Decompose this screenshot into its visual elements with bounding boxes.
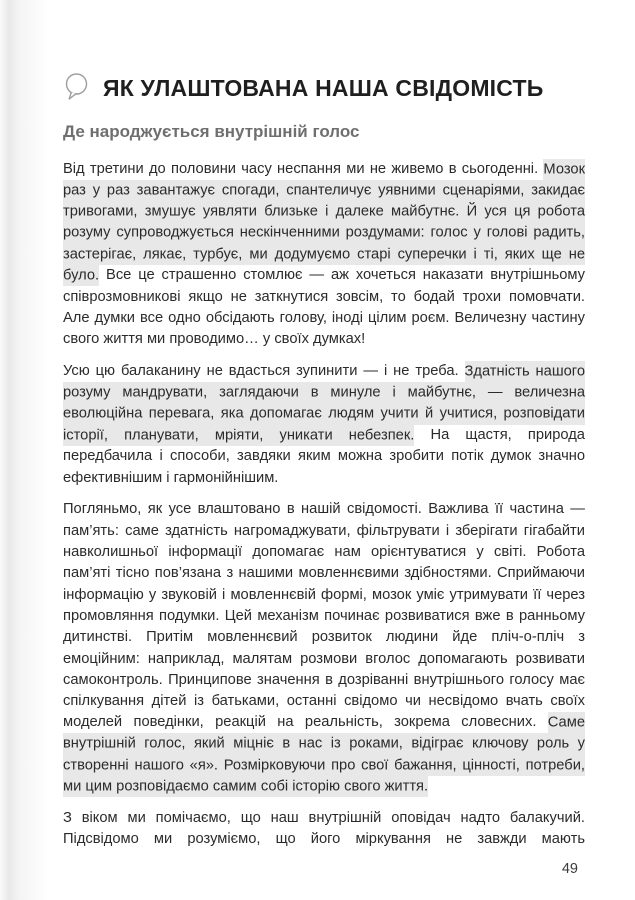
paragraph	[63, 159, 585, 351]
highlighted-text: Здатність нашого розуму мандрувати, заглядаючи в минуле і майбутнє, — величезна еволюційна перевага, яка допомагає людям учити й учитися, розповідати історії, планувати, мріяти, уникати небезпек.	[63, 361, 585, 446]
speech-bubble-icon	[63, 72, 90, 102]
page-content	[63, 74, 585, 861]
page-number: 49	[561, 861, 578, 877]
text-segment: Усю цю балаканину не вдасться зупинити — і не треба.	[63, 363, 465, 380]
chapter-header	[63, 74, 585, 142]
body-text	[63, 159, 585, 851]
chapter-title-row	[63, 74, 585, 102]
highlighted-text: Мозок раз у раз завантажує спогади, спантеличує уявними сценаріями, закидає тривогами, змушує уявляти близьке і далеке майбутнє. Й уся ця робота розуму супроводжується нескінченними роздумами: голос у голові радить, застерігає, лякає, турбує, ми додумуємо старі суперечки і ті, яких ще не було.	[63, 159, 585, 287]
text-segment: На щастя, природа передбачила і способи, завдяки яким можна зробити потік думок значно ефективнішим і гармонійнішим.	[63, 427, 585, 486]
text-segment: Погляньмо, як усе влаштовано в нашій свідомості. Важлива її частина — пам’ять: саме здатність нагромаджувати, фільтрувати і зберігати гігабайти навколишньої інформації допомагає нам орієнтуватися у світі. Робота пам’яті тісно пов’язана з нашими мовленнєвими здібностями. Сприймаючи інформацію у звуковій і мовленнєвій формі, мозок уміє утримувати її через промовляння подумки. Цей механізм починає розвиватися вже в ранньому дитинстві. Притім мовленнєвий розвиток людини йде пліч-о-пліч з емоційним: наприклад, малятам розмови вголос допомагають розвивати самоконтроль. Принципове значення в дозріванні внутрішнього голосу має спілкування дітей із батьками, останні свідомо чи несвідомо вчать своїх моделей поведінки, реакцій на реальність, зокрема словесних.	[63, 501, 585, 731]
highlighted-text: Саме внутрішній голос, який міцніє в нас із роками, відіграє ключову роль у створенні нашого «я». Розмірковуючи про свої бажання, цінності, потреби, ми цим розповідаємо самим собі історію свого життя.	[63, 712, 585, 797]
section-subtitle: Де народжується внутрішній голос	[63, 122, 360, 141]
page-left-shadow	[0, 0, 52, 900]
text-segment: Від третини до половини часу неспання ми не живемо в сьогоденні.	[63, 161, 544, 177]
paragraph	[63, 808, 585, 851]
chapter-title: ЯК УЛАШТОВАНА НАША СВІДОМІСТЬ	[103, 74, 544, 101]
text-segment: З віком ми помічаємо, що наш внутрішній оповідач надто балакучий. Підсвідомо ми розуміємо, що його міркування не завжди мають	[63, 810, 585, 848]
paragraph	[63, 361, 585, 489]
paragraph	[63, 499, 585, 797]
text-segment: Все це страшенно стомлює — аж хочеться наказати внутрішньому співрозмовникові якщо не заткнутися зовсім, то бодай трохи помовчати. Але думки все одно обсідають голову, іноді цілим роєм. Величезну частину свого життя ми проводимо… у своїх думках!	[63, 267, 585, 348]
